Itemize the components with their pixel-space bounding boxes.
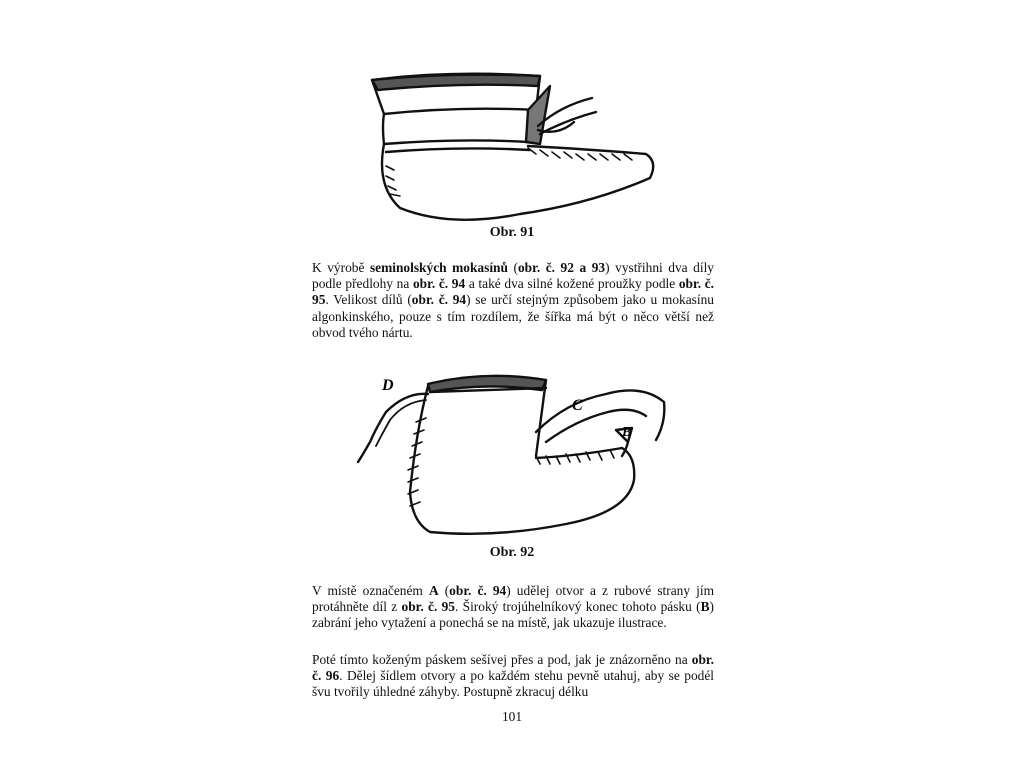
text-run: K výrobě — [312, 260, 370, 275]
moccasin-drawing-91 — [360, 66, 670, 236]
bold-run: obr. č. 95 — [312, 276, 714, 308]
text-run: ) vystřihni dva díly podle předlohy na — [312, 260, 714, 292]
figure-91-caption: Obr. 91 — [489, 225, 535, 240]
text-run: ( — [438, 583, 450, 598]
text-run: V místě označeném — [312, 583, 429, 598]
text-run: ) udělej otvor a z rubové strany jím protáhněte díl z — [312, 583, 714, 615]
bold-run: obr. č. 94 — [411, 292, 467, 308]
figure-91-illustration — [360, 66, 670, 236]
bold-run: A — [428, 583, 439, 598]
figure-92-caption: Obr. 92 — [489, 545, 535, 560]
paragraph-3 — [312, 652, 714, 701]
figure-92-illustration — [346, 372, 676, 542]
page-number: 101 — [501, 709, 523, 724]
label-d: D — [382, 377, 394, 394]
label-b: B — [622, 425, 632, 440]
bold-run: obr. č. 94 — [412, 276, 466, 292]
text-run: Poté tímto koženým páskem sešívej přes a pod, jak je znázorněno na — [312, 652, 692, 667]
bold-run: obr. č. 94 — [449, 583, 507, 598]
text-run: . Velikost dílů ( — [325, 292, 412, 308]
text-run: . Dělej šídlem otvory a po každém stehu pevně utahuj, aby se podél švu tvořily úhledné záhyby. Postupně zkracuj délku — [312, 668, 715, 700]
paragraph-2 — [312, 583, 714, 632]
text-run: a také dva silné kožené proužky podle — [465, 276, 679, 292]
text-run: ) zabrání jeho vytažení a ponechá se na místě, jak ukazuje ilustrace. — [312, 599, 714, 631]
bold-run: obr. č. 95 — [401, 599, 455, 615]
text-run: ) se určí stejným způsobem jako u mokasínu algonkinského, pouze s tím rozdílem, že šířka má být o něco větší než obvod tvého nártu. — [312, 292, 714, 340]
bold-run: B — [700, 599, 710, 615]
bold-run: seminolských mokasínů — [369, 260, 508, 275]
moccasin-drawing-92 — [346, 372, 676, 542]
text-run: ( — [507, 260, 518, 275]
text-run: . Široký trojúhelníkový konec tohoto pásku ( — [454, 599, 701, 615]
bold-run: obr. č. 96 — [312, 652, 714, 684]
bold-run: obr. č. 92 a 93 — [517, 260, 606, 275]
paragraph-1 — [312, 260, 714, 341]
label-c: C — [572, 397, 583, 414]
